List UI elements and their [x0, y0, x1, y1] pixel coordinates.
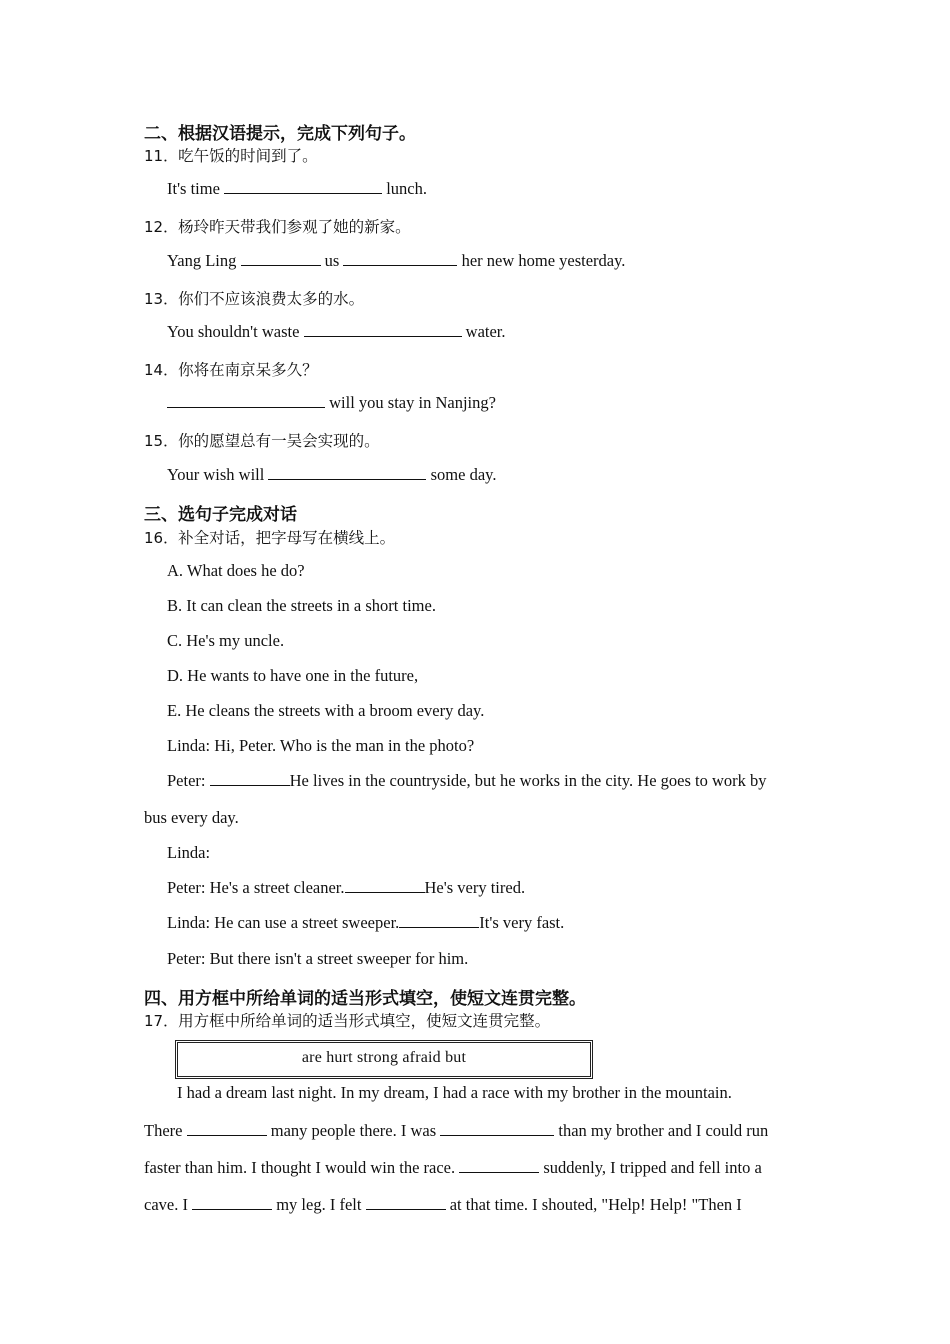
- sentence-text: some day.: [430, 465, 497, 484]
- question-number: 15．: [144, 432, 179, 450]
- answer-blank[interactable]: [366, 1195, 446, 1210]
- answer-blank[interactable]: [210, 771, 290, 786]
- question-number: 14．: [144, 361, 179, 379]
- answer-blank[interactable]: [192, 1195, 272, 1210]
- dialogue-line-1: Linda: Hi, Peter. Who is the man in the photo?: [167, 736, 475, 755]
- passage-text: faster than him. I thought I would win the race.: [144, 1158, 456, 1177]
- sentence-text: You shouldn't waste: [167, 322, 300, 341]
- passage-text: many people there. I was: [270, 1121, 437, 1140]
- question-12-sentence: [167, 251, 625, 271]
- sentence-text: lunch.: [386, 179, 427, 198]
- chinese-prompt: 你将在南京呆多久？: [178, 361, 318, 379]
- sentence-text: us: [324, 251, 340, 270]
- chinese-prompt: 杨玲昨天带我们参观了她的新家。: [178, 218, 411, 236]
- question-17-prompt: [144, 1009, 550, 1031]
- passage-text: my leg. I felt: [276, 1195, 362, 1214]
- question-number: 13．: [144, 290, 179, 308]
- passage-text: at that time. I shouted, "Help! Help! "Then I: [449, 1195, 742, 1214]
- passage-text: than my brother and I could run: [558, 1121, 769, 1140]
- dialogue-text: Peter: He's a street cleaner.: [167, 878, 345, 897]
- section-4-heading: 四、用方框中所给单词的适当形式填空，使短文连贯完整。: [144, 989, 586, 1009]
- chinese-prompt: 吃午饭的时间到了。: [178, 147, 318, 165]
- question-number: 11．: [144, 147, 179, 165]
- chinese-prompt: 你的愿望总有一吴会实现的。: [178, 432, 380, 450]
- section-3-heading: 三、选句子完成对话: [144, 505, 297, 525]
- question-11-prompt: [144, 144, 318, 166]
- question-13-prompt: [144, 287, 364, 309]
- question-number: 16．: [144, 529, 179, 547]
- passage-text: suddenly, I tripped and fell into a: [543, 1158, 762, 1177]
- question-number: 17．: [144, 1012, 179, 1030]
- dialogue-line-3: Linda:: [167, 843, 211, 862]
- answer-blank[interactable]: [304, 322, 462, 337]
- answer-blank[interactable]: [343, 251, 457, 266]
- option-e: E. He cleans the streets with a broom every day.: [167, 701, 485, 720]
- answer-blank[interactable]: [167, 393, 325, 408]
- word-bank: are hurt strong afraid but: [301, 1049, 467, 1066]
- chinese-prompt: 补全对话，把字母写在横线上。: [178, 529, 396, 547]
- passage-line-3: [144, 1158, 762, 1178]
- answer-blank[interactable]: [187, 1121, 267, 1136]
- dialogue-text: He lives in the countryside, but he works in the city. He goes to work by: [289, 771, 767, 790]
- section-2-heading: 二、根据汉语提示，完成下列句子。: [144, 124, 416, 144]
- passage-text: There: [144, 1121, 183, 1140]
- answer-blank[interactable]: [399, 913, 479, 928]
- question-14-prompt: [144, 358, 318, 380]
- question-12-prompt: [144, 215, 411, 237]
- question-15-sentence: [167, 465, 496, 485]
- answer-blank[interactable]: [224, 179, 382, 194]
- option-a: A. What does he do?: [167, 561, 305, 580]
- question-13-sentence: [167, 322, 506, 342]
- answer-blank[interactable]: [268, 465, 426, 480]
- question-15-prompt: [144, 429, 380, 451]
- dialogue-text: Peter:: [167, 771, 206, 790]
- passage-text: cave. I: [144, 1195, 188, 1214]
- dialogue-text: He's very tired.: [424, 878, 526, 897]
- sentence-text: her new home yesterday.: [461, 251, 626, 270]
- dialogue-line-4: [167, 878, 525, 898]
- passage-line-2: [144, 1121, 768, 1141]
- question-11-sentence: [167, 179, 427, 199]
- chinese-prompt: 用方框中所给单词的适当形式填空，使短文连贯完整。: [178, 1012, 551, 1030]
- question-number: 12．: [144, 218, 179, 236]
- dialogue-text: Linda: He can use a street sweeper.: [167, 913, 400, 932]
- question-16-prompt: [144, 526, 395, 548]
- dialogue-line-2-continued: bus every day.: [144, 808, 239, 827]
- passage-line-1: I had a dream last night. In my dream, I had a race with my brother in the mountain.: [177, 1083, 732, 1102]
- option-b: B. It can clean the streets in a short time.: [167, 596, 436, 615]
- dialogue-line-5: [167, 913, 564, 933]
- answer-blank[interactable]: [459, 1158, 539, 1173]
- option-c: C. He's my uncle.: [167, 631, 285, 650]
- dialogue-line-6: Peter: But there isn't a street sweeper for him.: [167, 949, 469, 968]
- sentence-text: It's time: [167, 179, 220, 198]
- passage-line-4: [144, 1195, 742, 1215]
- answer-blank[interactable]: [241, 251, 321, 266]
- sentence-text: water.: [465, 322, 506, 341]
- answer-blank[interactable]: [440, 1121, 554, 1136]
- dialogue-text: It's very fast.: [479, 913, 565, 932]
- word-bank-box: [175, 1040, 593, 1079]
- option-d: D. He wants to have one in the future,: [167, 666, 419, 685]
- question-14-sentence: [167, 393, 496, 413]
- sentence-text: Your wish will: [167, 465, 265, 484]
- answer-blank[interactable]: [345, 878, 425, 893]
- chinese-prompt: 你们不应该浪费太多的水。: [178, 290, 365, 308]
- sentence-text: will you stay in Nanjing?: [329, 393, 496, 412]
- sentence-text: Yang Ling: [167, 251, 237, 270]
- dialogue-line-2: [167, 771, 767, 791]
